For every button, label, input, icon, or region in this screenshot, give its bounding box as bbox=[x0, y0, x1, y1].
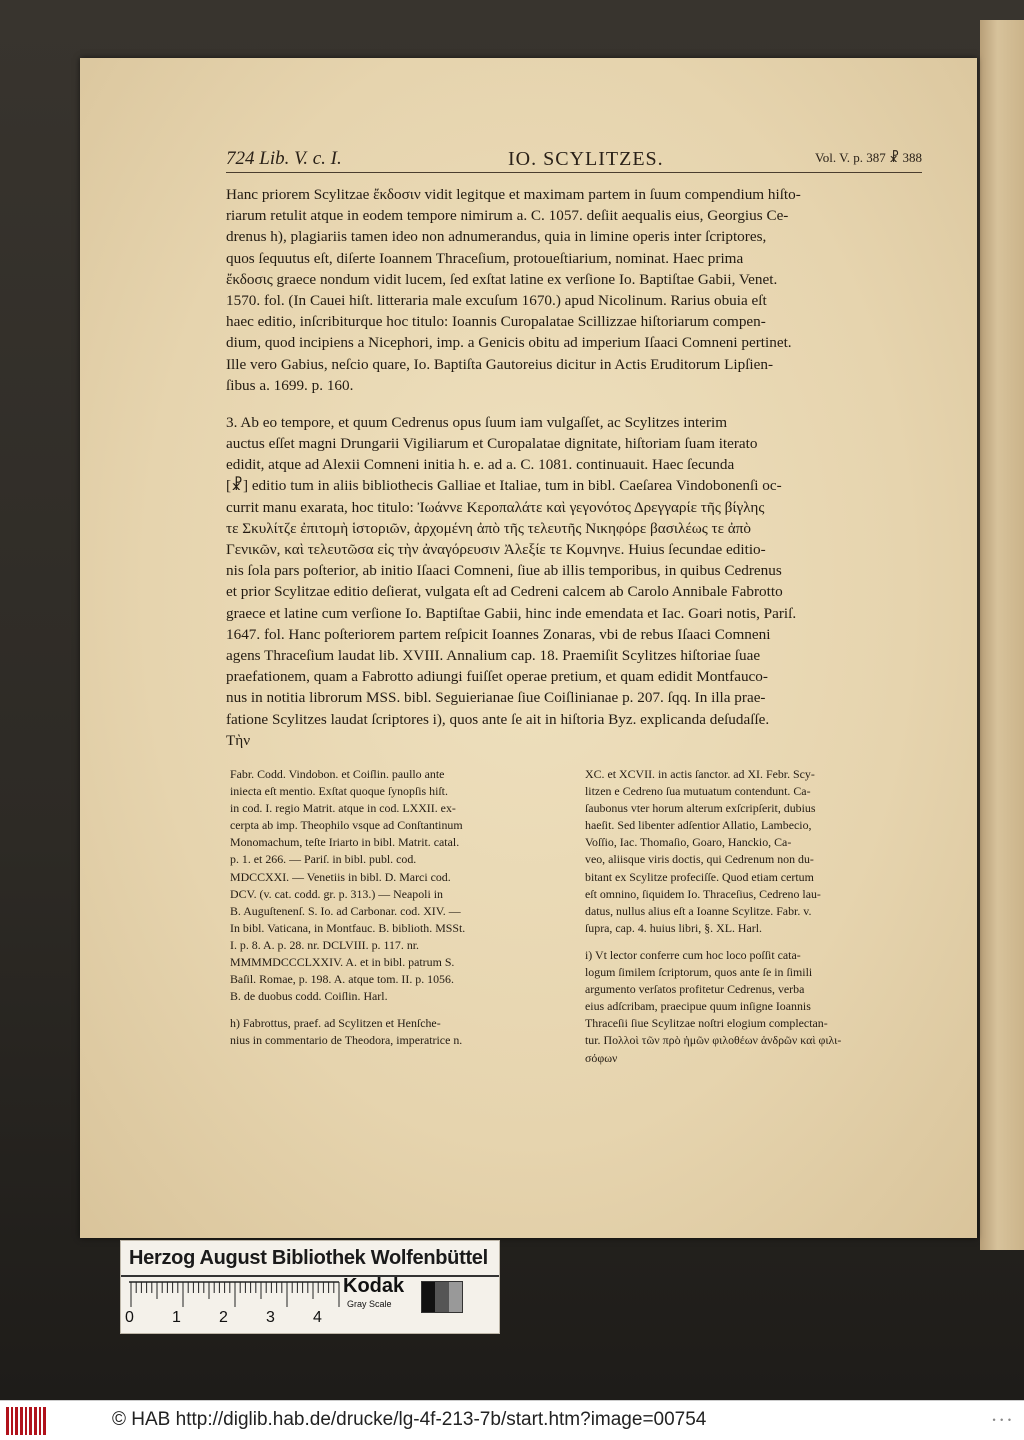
footnote-line: in cod. I. regio Matrit. atque in cod. LXXII. ex- bbox=[230, 801, 456, 816]
text-line: nis ſola pars poſterior, ab initio Iſaaci Comneni, ſiue ab illis temporibus, in quibus Cedrenus bbox=[226, 562, 782, 580]
ruler-number: 0 bbox=[125, 1309, 134, 1326]
copyright-footer bbox=[0, 1400, 1024, 1440]
footnote-line: B. de duobus codd. Coiſlin. Harl. bbox=[230, 989, 388, 1004]
text-line: Γενικῶν, καὶ τελευτῶσα εἰς τὴν ἀναγόρευσιν Ἀλεξίε τε Κομνηνε. Huius ſecundae editio- bbox=[226, 541, 766, 558]
text-line: ἔκδοσις graece nondum vidit lucem, ſed exſtat latine ex verſione Io. Baptiſtae Gabii, Venet. bbox=[226, 270, 778, 288]
text-line: et prior Scylitzae editio deſierat, vulgata eſt ad Cedreni calcem ab Carolo Annibale Fabrotto bbox=[226, 583, 783, 601]
footnote-line: litzen e Cedreno ſua mutuatum contendunt. Ca- bbox=[585, 784, 811, 799]
footnote-line: DCV. (v. cat. codd. gr. p. 313.) — Neapoli in bbox=[230, 886, 444, 901]
footnote-line: In bibl. Vaticana, in Montfauc. B. biblioth. MSSt. bbox=[230, 920, 466, 935]
kodak-logo: Kodak bbox=[343, 1275, 405, 1297]
footer-dots: • • • bbox=[992, 1415, 1012, 1425]
text-line: drenus h), plagiariis tamen ideo non adnumerandus, quia in limine operis inter ſcriptores, bbox=[226, 228, 767, 246]
footnote-line: Thraceſii ſiue Scylitzae noſtri elogium complectan- bbox=[585, 1016, 828, 1031]
hab-logo-icon bbox=[6, 1407, 46, 1435]
footnote-line: Monomachum, teſte Iriarto in bibl. Matrit. catal. bbox=[230, 835, 460, 850]
paragraph-gap bbox=[226, 396, 922, 412]
footnote-line: ſupra, cap. 4. huius libri, §. XL. Harl. bbox=[585, 920, 763, 935]
text-line: graece et latine cum verſione Io. Baptiſtae Gabii, hinc inde emendata et Iac. Goari notis, Pariſ. bbox=[226, 604, 797, 622]
text-line: 3. Ab eo tempore, et quum Cedrenus opus ſuum iam vulgaſſet, ac Scylitzes interim bbox=[226, 413, 728, 431]
ruler-number: 2 bbox=[219, 1309, 228, 1326]
footnote-line: tur. Πολλοὶ τῶν πρὸ ἡμῶν φιλοθέων ἀνδρῶν καὶ φιλι- bbox=[585, 1033, 842, 1048]
footnotes-left-column bbox=[230, 766, 574, 1050]
chapter-title: IO. SCYLITZES. bbox=[508, 148, 664, 170]
gray-scale-patches bbox=[421, 1281, 463, 1313]
gray-scale-caption: Gray Scale bbox=[347, 1299, 392, 1309]
text-line: τε Σκυλίτζε ἐπιτομὴ ἱστοριῶν, ἀρχομένη ἀπὸ τῆς τελευτῆς Νικηφόρε βασιλέως τε ἀπὸ bbox=[226, 519, 752, 537]
ruler-number: 3 bbox=[266, 1309, 275, 1326]
text-line: quos ſequutus eſt, diſerte Ioannem Thraceſium, protoueſtiarium, nominat. Haec prima bbox=[226, 249, 744, 267]
footnotes-right-column bbox=[585, 766, 923, 1067]
footnote-line: eſt omnino, ſiquidem Io. Thraceſius, Cedreno lau- bbox=[585, 886, 821, 901]
footnote-line: MDCCXXI. — Venetiis in bibl. D. Marci cod. bbox=[230, 869, 451, 884]
copyright-url[interactable]: © HAB http://diglib.hab.de/drucke/lg-4f-213-7b/start.htm?image=00754 bbox=[112, 1409, 707, 1430]
footnote-line: σόφων bbox=[585, 1050, 618, 1065]
text-line: 1570. fol. (In Cauei hiſt. litteraria male excuſum 1670.) apud Nicolinum. Rarius obuia eſt bbox=[226, 291, 767, 309]
text-line: Hanc priorem Scylitzae ἔκδοσιν vidit legitque et maximam partem in ſuum compendium hiſto- bbox=[226, 186, 801, 203]
adjacent-page-edge bbox=[980, 20, 1024, 1250]
text-line: [☧] editio tum in aliis bibliothecis Galliae et Italiae, tum in bibl. Caeſarea Vindobonenſi oc- bbox=[226, 477, 782, 495]
footnote-line: argumento verſatos profitetur Cedrenus, verba bbox=[585, 982, 805, 997]
footnote-line: logum ſimilem ſcriptorum, quos ante ſe in ſimili bbox=[585, 965, 813, 980]
text-line: dium, quod incipiens a Nicephori, imp. a Genicis obitu ad imperium Iſaaci Comneni pertinet. bbox=[226, 334, 792, 352]
footnote-line: XC. et XCVII. in actis ſanctor. ad XI. Febr. Scy- bbox=[585, 767, 815, 781]
header-rule bbox=[226, 172, 922, 173]
text-line: auctus eſſet magni Drungarii Vigiliarum et Curopalatae dignitate, hiſtoriam ſuam iterato bbox=[226, 435, 758, 453]
paragraph-gap bbox=[585, 937, 923, 947]
text-line: haec editio, inſcribiturque hoc titulo: Ioannis Curopalatae Scillizzae hiſtoriarum compen- bbox=[226, 313, 766, 331]
footnote-line: haeſit. Sed libenter adſentior Allatio, Lambecio, bbox=[585, 818, 812, 833]
footnote-line: Voſſio, Iac. Thomaſio, Goaro, Hanckio, Ca- bbox=[585, 835, 792, 850]
main-text-body bbox=[226, 184, 922, 751]
text-line: ſibus a. 1699. p. 160. bbox=[226, 376, 354, 394]
text-line: praefationem, quam a Fabrotto adiungi fuiſſet operae pretium, et quam edidit Montfauco- bbox=[226, 668, 768, 686]
ruler-number: 4 bbox=[313, 1309, 322, 1326]
footnote-line: veo, aliisque viris doctis, qui Cedrenum non du- bbox=[585, 852, 814, 867]
footnote-line: cerpta ab imp. Theophilo vsque ad Conſtantinum bbox=[230, 818, 463, 833]
text-line: fatione Scylitzes laudat ſcriptores i), quos ante ſe ait in hiſtoria Byz. explicanda deſudaſſe. bbox=[226, 710, 770, 728]
text-line: Ille vero Gabius, neſcio quare, Io. Baptiſta Gautoreius dicitur in Actis Eruditorum Lipſien- bbox=[226, 355, 774, 373]
footnote-line: i) Vt lector conferre cum hoc loco poſſit cata- bbox=[585, 947, 801, 962]
footnote-line: eius adſcribam, praecipue quum inſigne Ioannis bbox=[585, 999, 811, 1014]
text-line: currit manu exarata, hoc titulo: Ἰωάννε Κερoπαλάτε καὶ γεγονότος Δρεγγαρίε τῆς βίγλης bbox=[226, 498, 765, 516]
footnote-line: Baſil. Romae, p. 198. A. atque tom. II. p. 1056. bbox=[230, 972, 454, 987]
library-color-target-label bbox=[120, 1240, 500, 1334]
footnote-line: B. Auguſtenenſ. S. Io. ad Carbonar. cod. XIV. — bbox=[230, 903, 461, 918]
footnote-line: Fabr. Codd. Vindobon. et Coiſlin. paullo ante bbox=[230, 767, 445, 781]
text-line: riarum retulit atque in eodem tempore nimirum a. C. 1057. deſiit aequalis eius, Georgius Ce- bbox=[226, 207, 789, 225]
footnote-line: ſaubonus vter horum alterum exſcripſerit, dubius bbox=[585, 801, 816, 816]
page-number-section: 724 Lib. V. c. I. bbox=[226, 148, 342, 169]
running-head bbox=[226, 148, 922, 174]
ruler-number: 1 bbox=[172, 1309, 181, 1326]
text-line: agens Thraceſium laudat lib. XVIII. Annalium cap. 18. Praemiſit Scylitzes hiſtoriae ſuae bbox=[226, 646, 761, 664]
footnote-line: p. 1. et 266. — Pariſ. in bibl. publ. cod. bbox=[230, 852, 417, 867]
footnote-line: bitant ex Scylitze profeciſſe. Quod etiam certum bbox=[585, 869, 814, 884]
text-line: edidit, atque ad Alexii Comneni initia h. e. ad a. C. 1081. continuauit. Haec ſecunda bbox=[226, 456, 735, 474]
label-rule bbox=[121, 1275, 499, 1277]
footnote-line: h) Fabrottus, praef. ad Scylitzen et Henſche- bbox=[230, 1016, 441, 1031]
footnote-line: I. p. 8. A. p. 28. nr. DCLVIII. p. 117. nr. bbox=[230, 937, 420, 952]
text-line: Τὴν bbox=[226, 731, 251, 749]
text-line: 1647. fol. Hanc poſteriorem partem reſpicit Ioannes Zonaras, vbi de rebus Iſaaci Comneni bbox=[226, 625, 771, 643]
library-name: Herzog August Bibliothek Wolfenbüttel bbox=[129, 1247, 488, 1269]
text-line: nus in notitia librorum MSS. bibl. Seguierianae ſiue Coiſlinianae p. 207. ſqq. In illa prae- bbox=[226, 689, 766, 707]
footnote-line: datus, nullus alius eſt a Ioanne Scylitze. Fabr. v. bbox=[585, 903, 812, 918]
paragraph-gap bbox=[230, 1005, 574, 1015]
volume-reference: Vol. V. p. 387 ☧ 388 bbox=[815, 150, 922, 165]
footnote-line: iniecta eſt mentio. Exſtat quoque ſynopſis hiſt. bbox=[230, 784, 448, 799]
footnote-line: MMMMDCCCLXXIV. A. et in bibl. patrum S. bbox=[230, 955, 455, 970]
footnote-line: nius in commentario de Theodora, imperatrice n. bbox=[230, 1033, 463, 1048]
